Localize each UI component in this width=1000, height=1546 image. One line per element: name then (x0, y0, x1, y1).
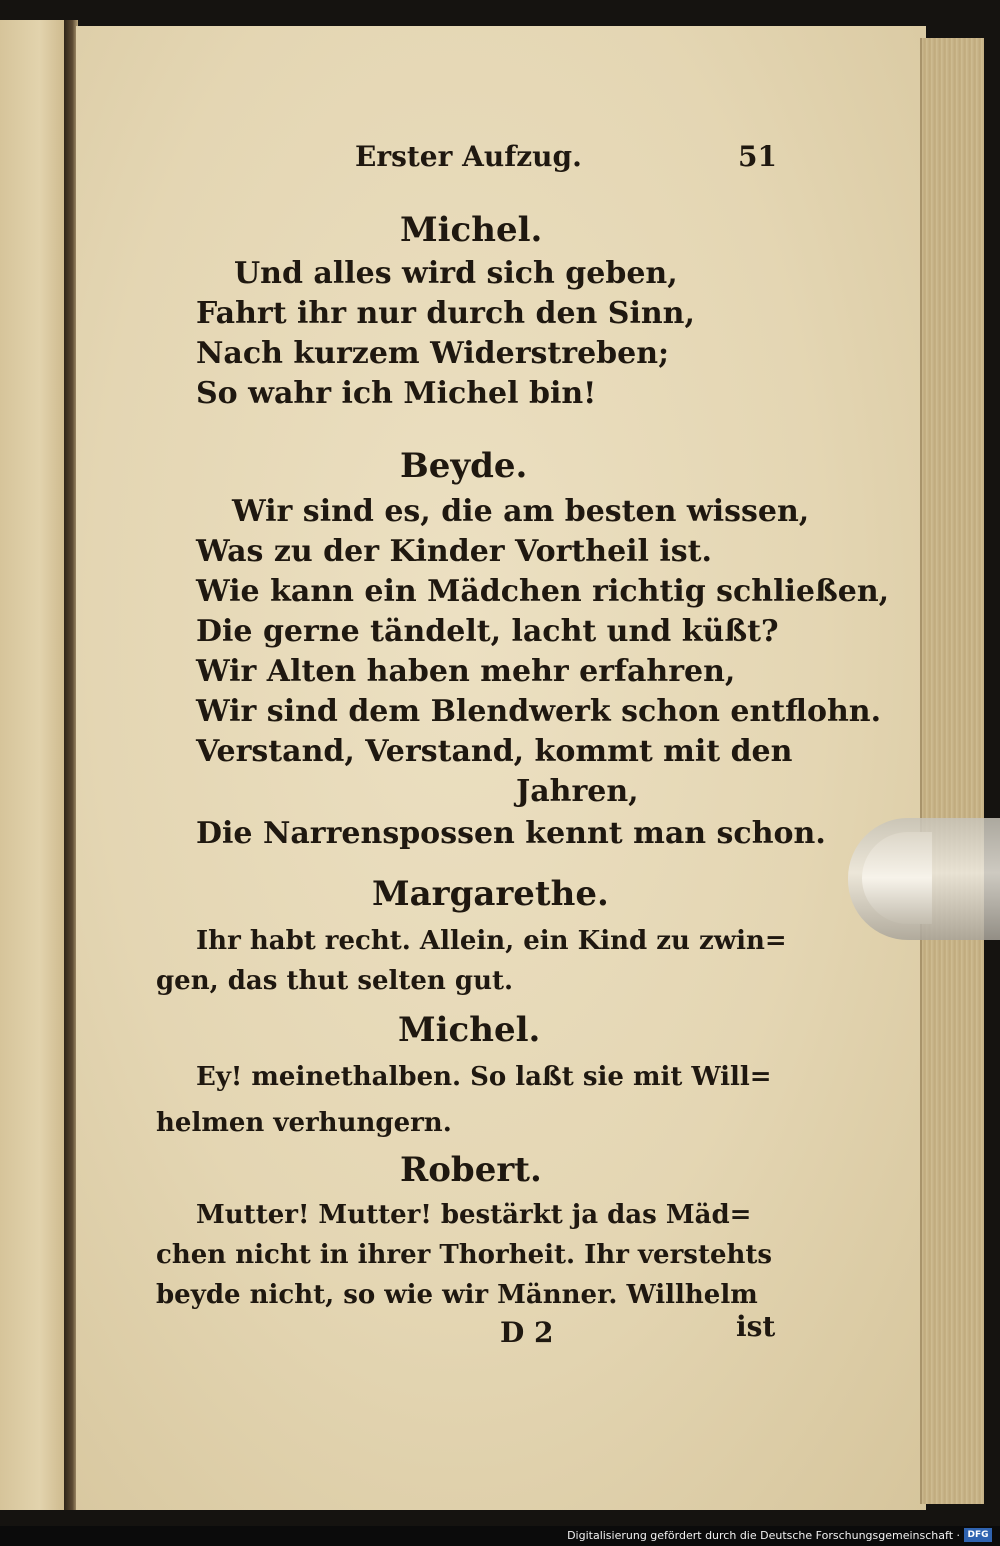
prose-line: beyde nicht, so wie wir Männer. Willhelm (156, 1280, 758, 1310)
prose-line: Ey! meinethalben. So laßt sie mit Will= (196, 1062, 772, 1092)
verse-line: Die Narrenspossen kennt man schon. (196, 816, 826, 851)
verse-line: Wir Alten haben mehr erfahren, (196, 654, 736, 689)
running-head: Erster Aufzug. (355, 140, 582, 173)
verse-line: Die gerne tändelt, lacht und küßt? (196, 614, 779, 649)
digitization-credit: Digitalisierung gefördert durch die Deutsche Forschungsgemeinschaft · (567, 1529, 960, 1542)
verse-line: So wahr ich Michel bin! (196, 376, 597, 411)
verse-line: Jahren, (516, 774, 639, 809)
verse-line: Wie kann ein Mädchen richtig schließen, (196, 574, 890, 609)
speaker-name: Michel. (398, 1010, 541, 1050)
verse-line: Und alles wird sich geben, (234, 256, 678, 291)
prose-line: gen, das thut selten gut. (156, 966, 514, 996)
verse-line: Verstand, Verstand, kommt mit den (196, 734, 793, 769)
prose-line: Mutter! Mutter! bestärkt ja das Mäd= (196, 1200, 752, 1230)
speaker-name: Margarethe. (372, 874, 609, 914)
left-page-edge (0, 20, 66, 1510)
verse-line: Wir sind es, die am besten wissen, (232, 494, 810, 529)
catchword: ist (736, 1310, 776, 1343)
page-number: 51 (738, 140, 777, 173)
signature-mark: D 2 (500, 1316, 554, 1349)
verse-line: Was zu der Kinder Vortheil ist. (196, 534, 712, 569)
verse-line: Wir sind dem Blendwerk schon entflohn. (196, 694, 882, 729)
prose-line: Ihr habt recht. Allein, ein Kind zu zwin= (196, 926, 787, 956)
prose-line: chen nicht in ihrer Thorheit. Ihr verstehts (156, 1240, 773, 1270)
dfg-logo: DFG (964, 1528, 992, 1542)
speaker-name: Beyde. (400, 446, 528, 486)
prose-line: helmen verhungern. (156, 1108, 452, 1138)
speaker-name: Michel. (400, 210, 543, 250)
verse-line: Fahrt ihr nur durch den Sinn, (196, 296, 695, 331)
page-stack-edge (920, 38, 984, 1504)
verse-line: Nach kurzem Widerstreben; (196, 336, 670, 371)
speaker-name: Robert. (400, 1150, 542, 1190)
